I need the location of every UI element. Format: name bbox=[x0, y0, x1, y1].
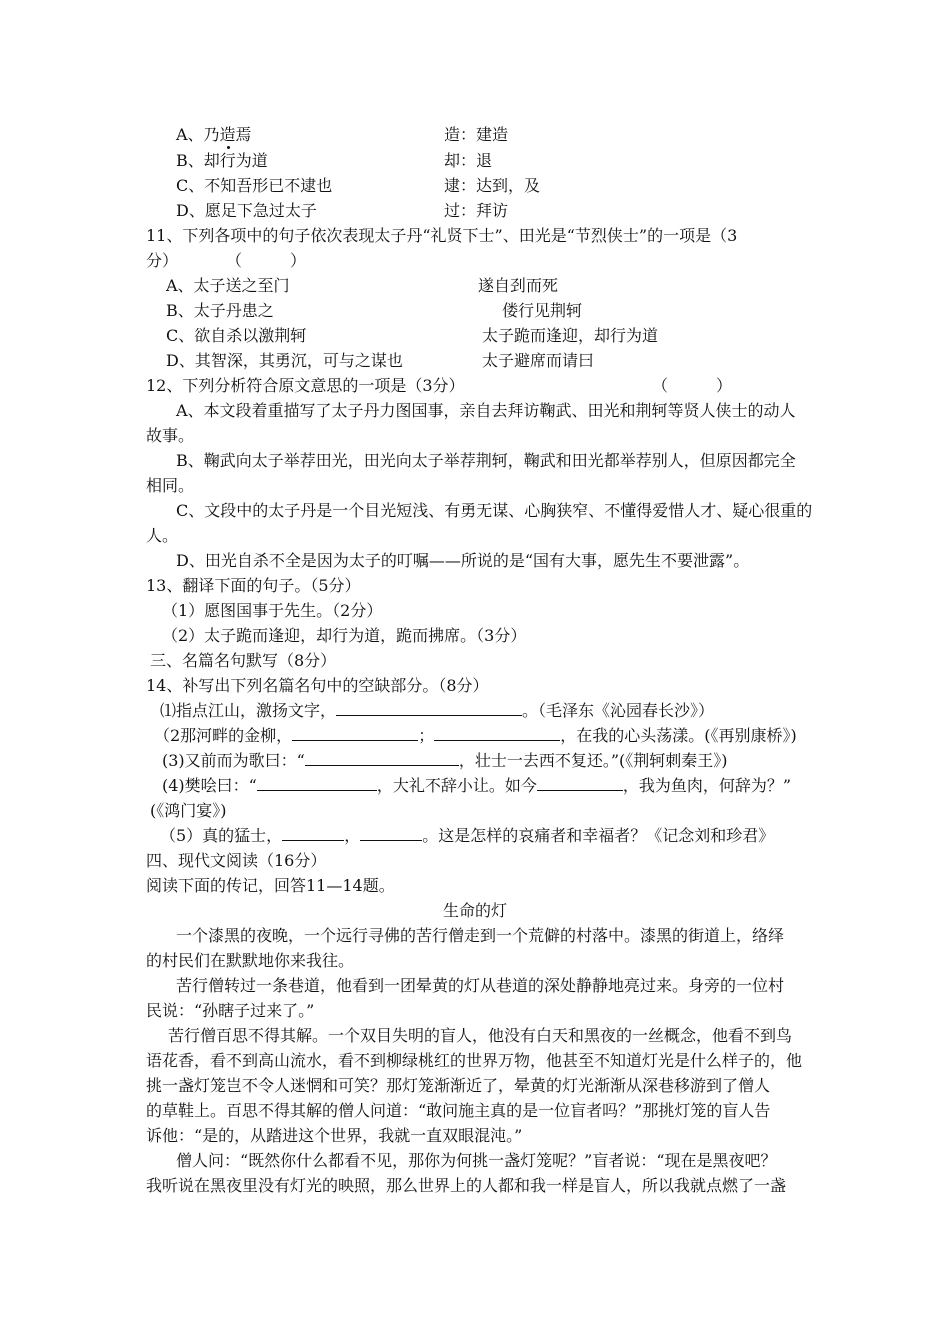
q11-option-b-2: 偻行见荆轲 bbox=[502, 301, 583, 320]
story-line: 挑一盏灯笼岂不令人迷惘和可笑？那灯笼渐渐近了，晕黄的灯光渐渐从深巷移游到了僧人 bbox=[146, 1076, 771, 1095]
q14-line-1 bbox=[160, 701, 714, 721]
story-line: 一个漆黑的夜晚，一个远行寻佛的苦行僧走到一个荒僻的村落中。漆黑的街道上，络绎 bbox=[176, 926, 785, 945]
q12-option-b-cont: 相同。 bbox=[146, 476, 195, 495]
q11-option-d-2: 太子避席而请曰 bbox=[482, 351, 595, 370]
q14-line-3-text: (3)又前而为歌曰：“ bbox=[162, 751, 305, 770]
section-3-heading: 三、名篇名句默写（8分） bbox=[150, 651, 337, 670]
q12-option-c: C、文段中的太子丹是一个目光短浅、有勇无谋、心胸狭窄、不懂得爱惜人才、疑心很重的 bbox=[176, 501, 813, 520]
story-title: 生命的灯 bbox=[442, 901, 507, 920]
q11-stem-cont: 分） bbox=[146, 251, 179, 270]
q14-line-3-source: ，壮士一去西不复还。”(《荆轲刺秦王》) bbox=[458, 751, 728, 770]
q10-option-c-note: 逮：达到，及 bbox=[444, 176, 541, 195]
q14-line-3 bbox=[162, 751, 728, 771]
q14-line-1-text: ⑴指点江山，激扬文字， bbox=[160, 701, 337, 720]
q13-stem: 13、翻译下面的句子。（5分） bbox=[146, 576, 361, 595]
story-line: 的草鞋上。百思不得其解的僧人问道：“敢问施主真的是一位盲者吗？”那挑灯笼的盲人告 bbox=[146, 1101, 771, 1120]
q11-option-a: A、太子送之至门 bbox=[166, 276, 290, 295]
q14-line-5-sep: ， bbox=[344, 826, 361, 845]
q14-line-4-end: ，我为鱼肉，何辞为？” bbox=[622, 776, 792, 795]
q14-line-2-text: （2那河畔的金柳， bbox=[154, 726, 293, 745]
q14-line-2-sep: ； bbox=[418, 726, 435, 745]
answer-blank[interactable] bbox=[305, 751, 459, 766]
q10-option-b-note: 却：退 bbox=[444, 151, 493, 170]
q11-option-d: D、其智深，其勇沉，可与之谋也 bbox=[166, 351, 403, 370]
q11-option-c: C、欲自杀以激荆轲 bbox=[166, 326, 307, 345]
q12-option-d: D、田光自杀不全是因为太子的叮嘱——所说的是“国有大事，愿先生不要泄露”。 bbox=[176, 551, 750, 570]
answer-blank[interactable] bbox=[257, 776, 377, 791]
q14-line-4 bbox=[162, 776, 791, 796]
q12-option-b: B、鞠武向太子举荐田光，田光向太子举荐荆轲，鞠武和田光都举荐别人，但原因都完全 bbox=[176, 451, 796, 470]
q11-option-b: B、太子丹患之 bbox=[166, 301, 274, 320]
story-line: 诉他：“是的，从踏进这个世界，我就一直双眼混沌。” bbox=[146, 1126, 523, 1145]
answer-blank[interactable] bbox=[360, 826, 422, 841]
q11-stem: 11、下列各项中的句子依次表现太子丹“礼贤下士”、田光是“节烈侠士”的一项是（3 bbox=[146, 226, 738, 245]
q10-option-d: D、愿足下急过太子 bbox=[176, 201, 317, 220]
q10-option-d-note: 过：拜访 bbox=[444, 201, 509, 220]
q10-option-a-note: 造：建造 bbox=[444, 125, 509, 144]
answer-blank[interactable] bbox=[537, 776, 623, 791]
q14-line-1-source: 。（毛泽东《沁园春长沙》） bbox=[522, 701, 715, 720]
q14-line-4-source: (《鸿门宴》) bbox=[150, 801, 227, 820]
answer-blank[interactable] bbox=[282, 826, 344, 841]
q10-option-a: A、乃造焉 bbox=[176, 125, 252, 144]
q14-line-2-source: ，在我的心头荡漾。(《再别康桥》) bbox=[560, 726, 797, 745]
q13-sentence-2: （2）太子跪而逢迎，却行为道，跪而拂席。（3分） bbox=[162, 626, 527, 645]
answer-blank[interactable] bbox=[434, 726, 560, 741]
q12-option-a: A、本文段着重描写了太子丹力图国事，亲自去拜访鞠武、田光和荆轲等贤人侠士的动人 bbox=[176, 401, 796, 420]
story-line: 我听说在黑夜里没有灯光的映照，那么世界上的人都和我一样是盲人，所以我就点燃了一盏 bbox=[146, 1176, 787, 1195]
story-line: 的村民们在默默地你来我往。 bbox=[146, 951, 355, 970]
q12-stem: 12、下列分析符合原文意思的一项是（3分） bbox=[146, 376, 465, 395]
section-4-heading: 四、现代文阅读（16分） bbox=[146, 851, 327, 870]
q14-line-5 bbox=[160, 826, 774, 846]
story-line: 语花香，看不到高山流水，看不到柳绿桃红的世界万物，他甚至不知道灯光是什么样子的，他 bbox=[146, 1051, 803, 1070]
q14-line-2 bbox=[154, 726, 797, 746]
q11-answer-paren: （ ） bbox=[226, 251, 307, 270]
q12-option-c-cont: 人。 bbox=[146, 526, 179, 545]
answer-blank[interactable] bbox=[292, 726, 418, 741]
q14-line-5-text: （5）真的猛士， bbox=[160, 826, 283, 845]
q14-line-4-mid: ，大礼不辞小让。如今 bbox=[376, 776, 537, 795]
emphasis-dot bbox=[227, 146, 230, 149]
q14-line-5-end: 。这是怎样的哀痛者和幸福者？《记念刘和珍君》 bbox=[422, 826, 775, 845]
story-line: 民说：“孙瞎子过来了。” bbox=[146, 1001, 315, 1020]
q12-option-a-cont: 故事。 bbox=[146, 426, 195, 445]
q11-option-c-2: 太子跪而逢迎，却行为道 bbox=[482, 326, 659, 345]
q12-answer-paren: （ ） bbox=[652, 376, 733, 395]
answer-blank[interactable] bbox=[336, 701, 522, 716]
story-line: 僧人问：“既然你什么都看不见，那你为何挑一盏灯笼呢？”盲者说：“现在是黑夜吧？ bbox=[176, 1151, 777, 1170]
q13-sentence-1: （1）愿图国事于先生。（2分） bbox=[162, 601, 383, 620]
reading-intro: 阅读下面的传记，回答11—14题。 bbox=[146, 876, 395, 895]
q14-stem: 14、补写出下列名篇名句中的空缺部分。（8分） bbox=[146, 676, 489, 695]
story-line: 苦行僧百思不得其解。一个双目失明的盲人，他没有白天和黑夜的一丝概念，他看不到鸟 bbox=[168, 1026, 793, 1045]
q11-option-a-2: 遂自刭而死 bbox=[478, 276, 559, 295]
story-line: 苦行僧转过一条巷道，他看到一团晕黄的灯从巷道的深处静静地亮过来。身旁的一位村 bbox=[176, 976, 785, 995]
q10-option-b: B、却行为道 bbox=[176, 151, 268, 170]
q10-option-c: C、不知吾形已不逮也 bbox=[176, 176, 333, 195]
q14-line-4-text: (4)樊哙曰：“ bbox=[162, 776, 257, 795]
